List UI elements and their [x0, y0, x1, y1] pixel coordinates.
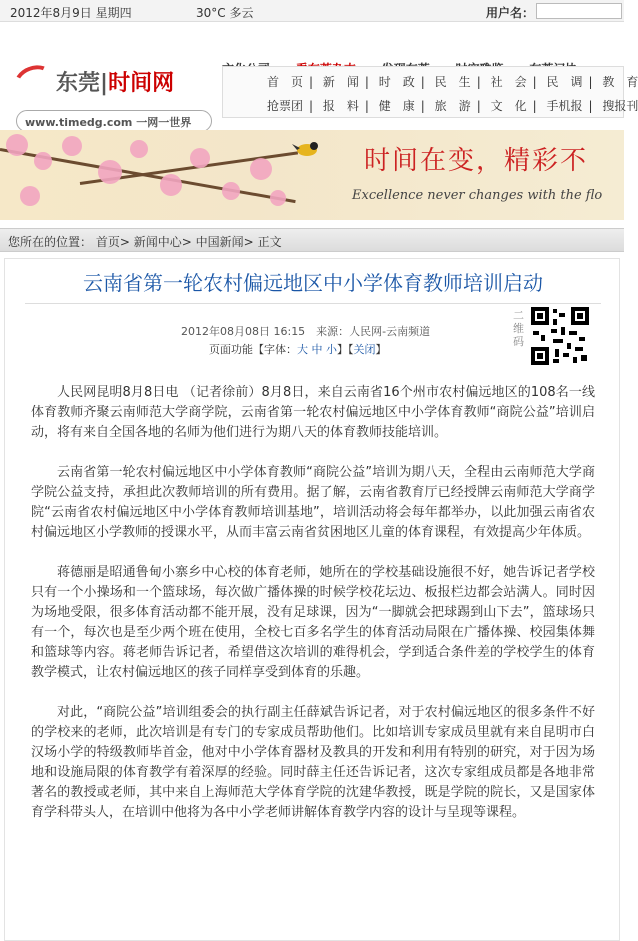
close-link[interactable]: 关闭	[353, 343, 376, 356]
breadcrumb-prefix: 您所在的位置：	[8, 235, 93, 249]
article-body	[31, 383, 595, 843]
nav-item[interactable]: 抢票团	[267, 99, 304, 113]
title-divider	[25, 303, 601, 304]
nav-row: 抢票团 | 报 料 | 健 康 | 旅 游 | 文 化 | 手机报 | 搜报刊	[267, 99, 638, 113]
article-paragraph: 对此，“商院公益”培训组委会的执行副主任薛斌告诉记者，对于农村偏远地区的很多条件不好的学校来的老师，此次培训是有专门的专家成员帮助他们。比如培训专家成员里就有来自昆明市白汉场小学的特级教师毕首金，他对中小学体育器材及教具的开发和利用有特别的研究，对于因为场地和设施局限的体育教学有着深厚的经验。同时薛主任还告诉记者，这次专家组成员都是各地非常著名的教授或老师，其中来自上海师范大学体育学院的沈建华教授，既是学院的院长，又是国家体育学科带头人，在培训中他将为各中小学老师讲解体育教学内容的设计与呈现等课程。	[31, 705, 595, 820]
nav-item[interactable]: 民 调	[546, 75, 583, 89]
qr-code-icon	[531, 307, 589, 365]
nav-row: 首 页 | 新 闻 | 时 政 | 民 生 | 社 会 | 民 调 | 教 育	[267, 75, 638, 89]
nav-item[interactable]: 首 页	[267, 75, 304, 89]
banner[interactable]	[0, 130, 624, 220]
font-size-small[interactable]: 小	[326, 343, 337, 356]
font-size-medium[interactable]: 中	[311, 343, 323, 356]
font-size-large[interactable]: 大	[297, 343, 308, 356]
breadcrumb-item: 正文	[257, 235, 282, 249]
site-logo[interactable]	[8, 42, 208, 128]
article-title: 云南省第一轮农村偏远地区中小学体育教师培训启动	[83, 271, 543, 295]
breadcrumb-item[interactable]: 新闻中心	[133, 235, 182, 249]
breadcrumb: 您所在的位置： 首页> 新闻中心> 中国新闻> 正文	[0, 228, 624, 252]
nav-item[interactable]: 健 康	[378, 99, 415, 113]
article	[4, 258, 620, 941]
nav-item[interactable]: 搜报刊	[602, 99, 638, 113]
logo-swoosh-icon	[10, 60, 58, 102]
weather-text: 30°C 多云	[196, 6, 254, 20]
logo-name: 东莞|时间网	[56, 71, 175, 96]
nav-item[interactable]: 文 化	[490, 99, 527, 113]
banner-slogan: 时间在变，精彩不	[364, 146, 589, 176]
article-paragraph: 蒋德丽是昭通鲁甸小寨乡中心校的体育老师，她所在的学校基础设施很不好，她告诉记者学校只有一个小操场和一个篮球场，每次做广播体操的时候学校花坛边、板报栏边都会站满人。同时因为场地受限，很多体育活动都不能开展，没有足球课，因为“一脚就会把球踢到山下去”，篮球场只有一个，每次也是至少两个班在使用，全校七百多名学生的体育活动局限在广播体操、校园集体舞和篮球等内容。蒋老师告诉记者，希望借这次培训的难得机会，学到适合条件差的学校学生的体育教学模式，让农村偏远地区的孩子同样享受到体育的乐趣。	[31, 565, 595, 680]
logo-url: www.timedg.com 一网一世界	[16, 110, 212, 132]
article-paragraph: 云南省第一轮农村偏远地区中小学体育教师“商院公益”培训为期八天，全程由云南师范大学商学院公益支持，承担此次教师培训的所有费用。据了解，云南省教育厅已经授牌云南师范大学商学院“云南省农村偏远地区中小学体育教师培训基地”，培训活动将会每年都举办，以此加强云南省农村偏远地区小学教师的授课水平，从而丰富云南省贫困地区儿童的体育课程，有效提高少年体质。	[31, 465, 595, 540]
main-nav	[222, 66, 638, 118]
nav-item[interactable]: 报 料	[322, 99, 359, 113]
username-input[interactable]	[536, 3, 622, 19]
page-tools: 页面功能【字体：大 中 小】【关闭】	[209, 343, 387, 356]
breadcrumb-item[interactable]: 首页	[95, 235, 120, 249]
bird-icon	[292, 138, 322, 158]
breadcrumb-item[interactable]: 中国新闻	[195, 235, 244, 249]
article-paragraph: 人民网昆明8月8日电 （记者徐前）8月8日，来自云南省16个州市农村偏远地区的108名一线体育教师齐聚云南师范大学商学院，云南省第一轮农村偏远地区中小学体育教师“商院公益”培训启动，将有来自全国各地的名师为他们进行为期八天的体育教师技能培训。	[31, 385, 595, 440]
banner-slogan-en: Excellence never changes with the flo	[352, 188, 603, 203]
qr-label: 二维码	[513, 309, 524, 348]
date-text: 2012年8月9日 星期四	[10, 6, 132, 20]
nav-item[interactable]: 时 政	[378, 75, 415, 89]
nav-item[interactable]: 手机报	[546, 99, 583, 113]
article-meta: 2012年08月08日 16:15 来源：人民网-云南频道	[181, 325, 431, 338]
nav-item[interactable]: 社 会	[490, 75, 527, 89]
nav-item[interactable]: 旅 游	[434, 99, 471, 113]
top-bar	[0, 0, 624, 22]
nav-item[interactable]: 新 闻	[322, 75, 359, 89]
nav-item[interactable]: 教 育	[602, 75, 638, 89]
nav-item[interactable]: 民 生	[434, 75, 471, 89]
username-label: 用户名：	[486, 6, 535, 20]
